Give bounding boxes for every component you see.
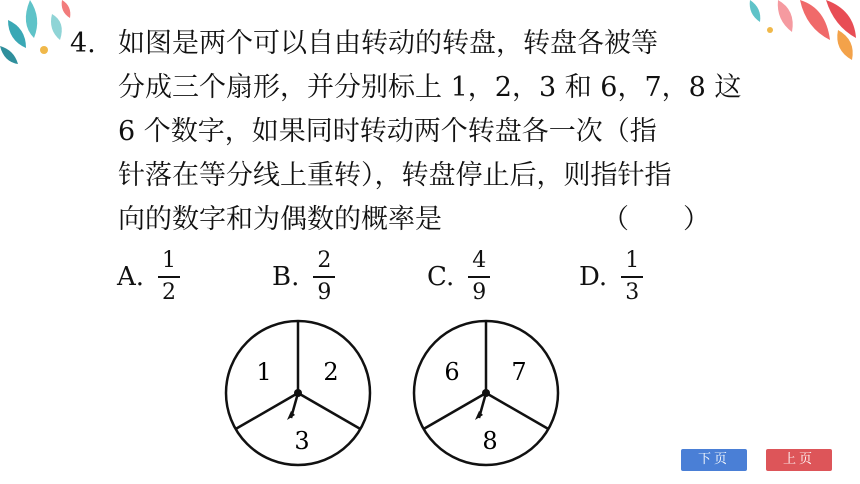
spinner-label: 3 [294,427,310,455]
option-a[interactable]: A. $\frac{1}{2}$ [117,248,180,306]
question-text [70,22,750,242]
spinner-label: 1 [256,358,272,386]
spinner-left [226,321,370,465]
fraction: $\frac{4}{9}$ [468,248,490,306]
spinner-right [414,321,558,465]
spinner-label: 8 [482,427,498,455]
next-page-button[interactable]: 下页 [681,449,747,471]
spinner-label: 7 [511,358,527,386]
option-b[interactable]: B. $\frac{2}{9}$ [272,248,335,306]
question-line: 针落在等分线上重转），转盘停止后，则指针指 [118,160,672,191]
answer-parentheses: （ ） [602,204,710,235]
answer-options [117,248,677,318]
spinner-label: 2 [323,358,339,386]
question-line: 6 个数字，如果同时转动两个转盘各一次（指 [118,116,657,147]
fraction: $\frac{1}{3}$ [621,248,643,306]
question-number: 4. [70,28,96,59]
option-d[interactable]: D. $\frac{1}{3}$ [579,248,643,306]
fraction: $\frac{1}{2}$ [158,248,180,306]
question-line: 4. 如图是两个可以自由转动的转盘，转盘各被等 [70,22,750,66]
option-c[interactable]: C. $\frac{4}{9}$ [427,248,490,306]
spinners-figure [220,318,590,468]
previous-page-button[interactable]: 上页 [766,449,832,471]
question-line: 向的数字和为偶数的概率是 （ ） [70,198,750,242]
spinner-label: 6 [444,358,460,386]
question-line: 分成三个扇形，并分别标上 1，2，3 和 6，7，8 这 [118,72,742,103]
fraction: $\frac{2}{9}$ [313,248,335,306]
